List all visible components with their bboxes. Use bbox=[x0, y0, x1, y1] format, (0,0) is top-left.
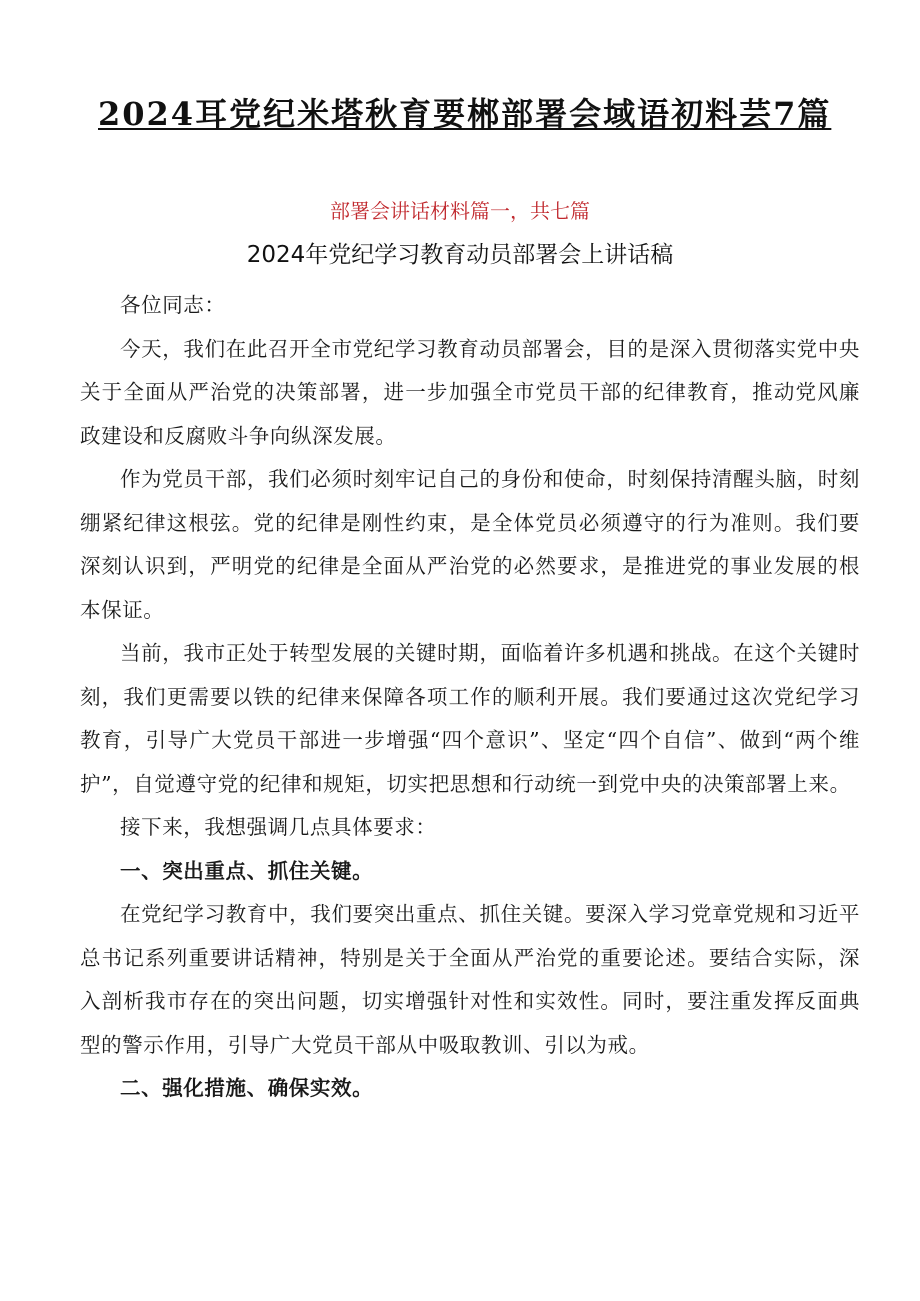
section-heading: 一、突出重点、抓住关键。 bbox=[120, 858, 374, 883]
speech-title: 2024年党纪学习教育动员部署会上讲话稿 bbox=[246, 242, 674, 268]
paragraph: 在党纪学习教育中，我们要突出重点、抓住关键。要深入学习党章党规和习近平总书记系列重要讲话精神，特别是关于全面从严治党的重要论述。要结合实际，深入剖析我市存在的突出问题，切实增强针对性和实效性。同时，要注重发挥反面典型的警示作用，引导广大党员干部从中吸取教训、引以为戒。 bbox=[80, 902, 860, 1057]
section-tag: 部署会讲话材料篇一，共七篇 bbox=[330, 199, 590, 223]
section-heading: 二、强化措施、确保实效。 bbox=[120, 1076, 374, 1100]
document-body bbox=[80, 284, 860, 1111]
paragraph: 当前，我市正处于转型发展的关键时期，面临着许多机遇和挑战。在这个关键时刻，我们更需要以铁的纪律来保障各项工作的顺利开展。我们要通过这次党纪学习教育，引导广大党员干部进一步增强“四个意识”、坚定“四个自信”、做到“两个维护”，自觉遵守党的纪律和规矩，切实把思想和行动统一到党中央的决策部署上来。 bbox=[80, 641, 860, 796]
paragraph: 接下来，我想强调几点具体要求： bbox=[120, 815, 437, 839]
salutation: 各位同志： bbox=[120, 293, 226, 317]
document-title: 2024耳党纪米塔秋育要郴部署会域语初料芸7篇 bbox=[98, 95, 832, 133]
paragraph: 作为党员干部，我们必须时刻牢记自己的身份和使命，时刻保持清醒头脑，时刻绷紧纪律这根弦。党的纪律是刚性约束，是全体党员必须遵守的行为准则。我们要深刻认识到，严明党的纪律是全面从严治党的必然要求，是推进党的事业发展的根本保证。 bbox=[80, 467, 860, 622]
paragraph: 今天，我们在此召开全市党纪学习教育动员部署会，目的是深入贯彻落实党中央关于全面从严治党的决策部署，进一步加强全市党员干部的纪律教育，推动党风廉政建设和反腐败斗争向纵深发展。 bbox=[80, 336, 860, 448]
